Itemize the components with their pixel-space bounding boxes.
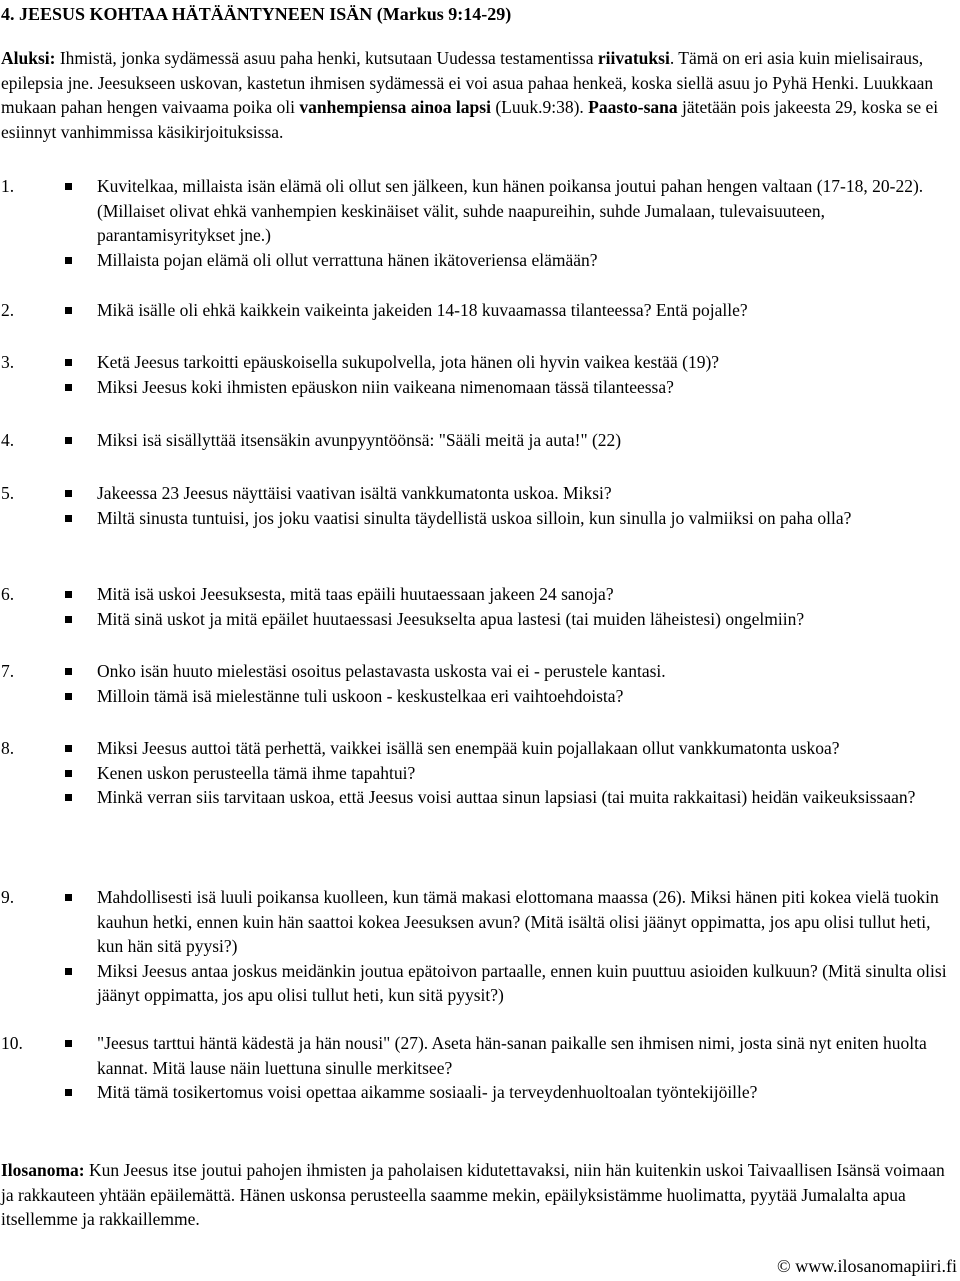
question-item <box>0 785 960 810</box>
question-number: 10. <box>1 1033 23 1053</box>
square-bullet-icon <box>65 1089 72 1096</box>
square-bullet-icon <box>65 616 72 623</box>
square-bullet-icon <box>65 794 72 801</box>
question-text: Onko isän huuto mielestäsi osoitus pelastavasta uskosta vai ei - perustele kantasi. <box>97 661 666 681</box>
intro-text-1: Ihmistä, jonka sydämessä asuu paha henki, kutsutaan Uudessa testamentissa <box>55 48 598 68</box>
question-number: 3. <box>1 352 15 372</box>
question-2 <box>0 298 960 323</box>
question-number: 4. <box>1 430 15 450</box>
square-bullet-icon <box>65 693 72 700</box>
question-item <box>0 659 960 684</box>
square-bullet-icon <box>65 307 72 314</box>
question-item <box>0 506 960 531</box>
question-text: Kuvitelkaa, millaista isän elämä oli ollut sen jälkeen, kun hänen poikansa joutui pahan hengen valtaan (17-18, 20-22). (Millaiset olivat ehkä vanhempien keskinäiset välit, suhde naapureihin, suhde Jumalaan, tulevaisuuteen, parantamisyritykset jne.) <box>97 176 924 245</box>
square-bullet-icon <box>65 490 72 497</box>
question-7 <box>0 659 960 708</box>
intro-text-3: (Luuk.9:38). <box>490 97 589 117</box>
question-text: Miltä sinusta tuntuisi, jos joku vaatisi sinulta täydellistä uskoa silloin, kun sinulla jo valmiiksi on paha olla? <box>97 507 852 528</box>
question-number: 5. <box>1 483 15 503</box>
question-item <box>0 607 960 632</box>
square-bullet-icon <box>65 384 72 391</box>
square-bullet-icon <box>65 770 72 777</box>
square-bullet-icon <box>65 257 72 264</box>
question-6 <box>0 582 960 631</box>
question-text: Mahdollisesti isä luuli poikansa kuolleen, kun tämä makasi elottomana maassa (26). Miksi hänen piti kokea vielä tuokin kauhun hetki, ennen kuin hän saattoi kokea Jeesuksen avun? (Mitä isältä olisi jäänyt oppimatta, jos apu olisi tullut heti, kun hän sitä pyysi?) <box>97 887 939 956</box>
question-text: Mikä isälle oli ehkä kaikkein vaikeinta jakeiden 14-18 kuvaamassa tilanteessa? Entä pojalle? <box>97 300 748 320</box>
outro-label: Ilosanoma: <box>1 1160 85 1180</box>
question-item <box>0 248 960 273</box>
square-bullet-icon <box>65 183 72 190</box>
question-item <box>0 481 960 506</box>
question-item <box>0 582 960 607</box>
question-number: 8. <box>1 738 15 758</box>
question-item <box>0 1031 960 1080</box>
intro-bold-2: vanhempiensa ainoa lapsi <box>299 97 491 117</box>
question-text: Miksi Jeesus koki ihmisten epäuskon niin vaikeana nimenomaan tässä tilanteessa? <box>97 376 674 397</box>
question-3 <box>0 350 960 399</box>
question-text: Mitä sinä uskot ja mitä epäilet huutaessasi Jeesukselta apua lastesi (tai muiden läheistesi) ongelmiin? <box>97 608 805 629</box>
square-bullet-icon <box>65 894 72 901</box>
question-text: Miksi Jeesus auttoi tätä perhettä, vaikkei isällä sen enempää kuin pojallakaan ollut vankkumatonta uskoa? <box>97 738 840 758</box>
question-item <box>0 885 960 959</box>
question-5 <box>0 481 960 530</box>
question-number: 1. <box>1 176 15 196</box>
question-10 <box>0 1031 960 1105</box>
question-text: Kenen uskon perusteella tämä ihme tapahtui? <box>97 762 416 783</box>
question-item <box>0 174 960 248</box>
intro-bold-1: riivatuksi <box>597 48 670 68</box>
intro-text-4: jätetään pois jakeesta 29, koska se ei esiinnyt vanhimmissa käsikirjoituksissa. <box>1 97 939 142</box>
outro-text: Kun Jeesus itse joutui pahojen ihmisten ja paholaisen kidutettavaksi, niin hän kuitenkin uskoi Taivaallisen Isänsä voimaan ja rakkauteen yhtään epäilemättä. Hänen uskonsa perusteella saamme mekin, epäilyksistämme huolimatta, pyytää Jumalalta apua itsellemme ja rakkaillemme. <box>1 1160 945 1229</box>
intro-text-2: . Tämä on eri asia kuin mielisairaus, epilepsia jne. Jeesukseen uskovan, kastetun ihmisen sydämessä ei voi asua pahaa henkeä, koska siellä asuu jo Pyhä Henki. Luukkaan mukaan pahan hengen vaivaama poika oli <box>1 48 934 117</box>
intro-bold-3: Paasto-sana <box>588 97 678 117</box>
question-number: 6. <box>1 584 15 604</box>
copyright-link[interactable]: © www.ilosanomapiiri.fi <box>777 1256 957 1276</box>
question-9 <box>0 885 960 1008</box>
question-8 <box>0 736 960 810</box>
question-item <box>0 959 960 1008</box>
question-item <box>0 428 960 453</box>
question-text: Miksi Jeesus antaa joskus meidänkin joutua epätoivon partaalle, ennen kuin puuttuu asioiden kulkuun? (Mitä sinulta olisi jäänyt oppimatta, jos apu olisi tullut heti, kun sitä pyysit?) <box>97 960 947 1005</box>
square-bullet-icon <box>65 745 72 752</box>
question-item <box>0 736 960 761</box>
square-bullet-icon <box>65 668 72 675</box>
question-text: Jakeessa 23 Jeesus näyttäisi vaativan isältä vankkumatonta uskoa. Miksi? <box>97 483 612 503</box>
question-item <box>0 350 960 375</box>
intro-label: Aluksi: <box>1 48 56 68</box>
question-item <box>0 1080 960 1105</box>
question-text: Miksi isä sisällyttää itsensäkin avunpyyntöönsä: "Sääli meitä ja auta!" (22) <box>97 430 622 450</box>
question-1 <box>0 174 960 272</box>
question-number: 9. <box>1 887 15 907</box>
question-text: Minkä verran siis tarvitaan uskoa, että Jeesus voisi auttaa sinun lapsiasi (tai muita rakkaitasi) heidän vaikeuksissaan? <box>97 787 916 807</box>
square-bullet-icon <box>65 437 72 444</box>
question-4 <box>0 428 960 453</box>
square-bullet-icon <box>65 359 72 366</box>
square-bullet-icon <box>65 968 72 975</box>
question-item <box>0 375 960 400</box>
square-bullet-icon <box>65 1040 72 1047</box>
question-text: Ketä Jeesus tarkoitti epäuskoisella sukupolvella, jota hänen oli hyvin vaikea kestää (19)? <box>97 352 720 372</box>
question-text: Milloin tämä isä mielestänne tuli uskoon - keskustelkaa eri vaihtoehdoista? <box>97 685 624 706</box>
question-item <box>0 684 960 709</box>
question-text: "Jeesus tarttui häntä kädestä ja hän nousi" (27). Aseta hän-sanan paikalle sen ihmisen nimi, josta sinä nyt eniten huolta kannat. Mitä lause näin luettuna sinulle merkitsee? <box>97 1033 927 1078</box>
question-number: 2. <box>1 300 15 320</box>
intro-paragraph <box>1 46 959 144</box>
question-text: Mitä isä uskoi Jeesuksesta, mitä taas epäili huutaessaan jakeen 24 sanoja? <box>97 584 614 604</box>
outro-paragraph <box>1 1158 959 1232</box>
square-bullet-icon <box>65 515 72 522</box>
square-bullet-icon <box>65 591 72 598</box>
question-item <box>0 761 960 786</box>
question-number: 7. <box>1 661 15 681</box>
page-title: 4. JEESUS KOHTAA HÄTÄÄNTYNEEN ISÄN (Markus 9:14-29) <box>1 4 512 24</box>
question-item <box>0 298 960 323</box>
question-text: Millaista pojan elämä oli ollut verrattuna hänen ikätoveriensa elämään? <box>97 249 598 270</box>
question-text: Mitä tämä tosikertomus voisi opettaa aikamme sosiaali- ja terveydenhuoltoalan työntekijöille? <box>97 1082 758 1102</box>
